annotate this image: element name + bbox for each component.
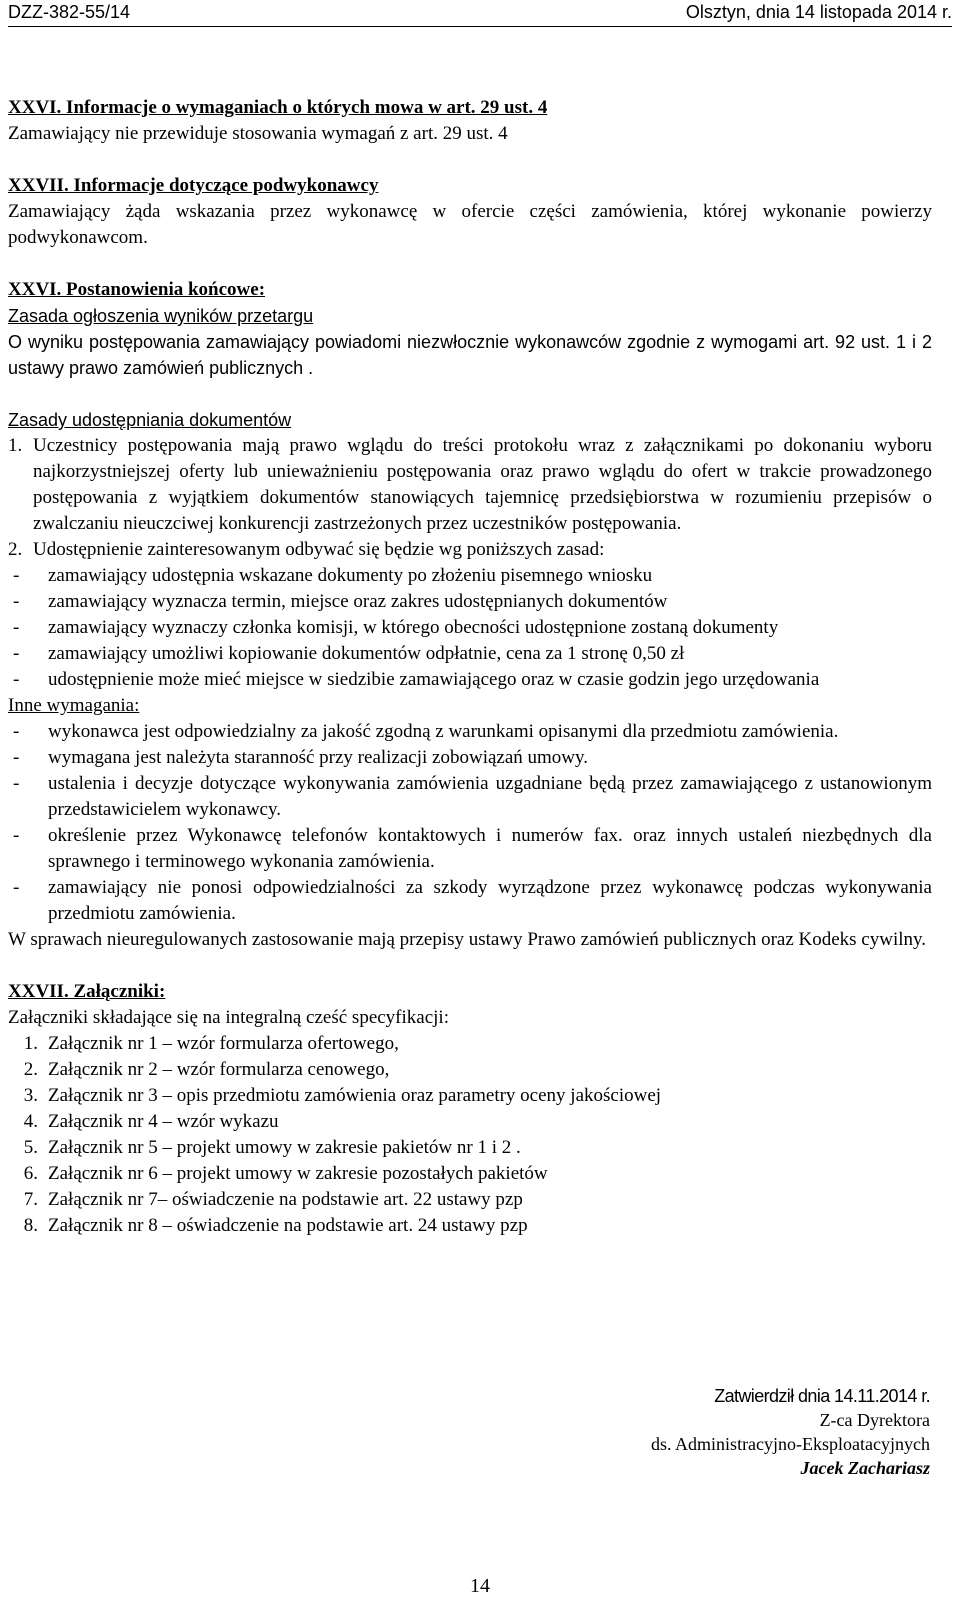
list-item: - ustalenia i decyzje dotyczące wykonywania zamówienia uzgadniane będą przez zamawiającego z ustanowionym przedstawicielem wykonawcy. [13,773,932,820]
list-item: - udostępnienie może mieć miejsce w siedzibie zamawiającego oraz w czasie godzin jego urzędowania [13,669,820,690]
list-item: 7. Załącznik nr 7– oświadczenie na podstawie art. 22 ustawy pzp [23,1189,523,1210]
section-27-text: Zamawiający żąda wskazania przez wykonawcę w ofercie części zamówienia, której wykonanie powierzy podwykonawcom. [8,201,932,248]
document-reference: DZZ-382-55/14 [8,2,131,22]
final-provisions-title: XXVI. Postanowienia końcowe: [8,279,266,300]
list-item: 2. Udostępnienie zainteresowanym odbywać się będzie wg poniższych zasad: [8,539,605,560]
list-item: - zamawiający wyznaczy członka komisji, w którego obecności udostępnione zostaną dokumenty [13,617,779,638]
closing-text: W sprawach nieuregulowanych zastosowanie mają przepisy ustawy Prawo zamówień publicznych oraz Kodeks cywilny. [8,929,927,950]
list-item: - zamawiający udostępnia wskazane dokumenty po złożeniu pisemnego wniosku [13,565,653,586]
list-item: - zamawiający nie ponosi odpowiedzialności za szkody wyrządzone przez wykonawcę podczas wykonywania przedmiotu zamówienia. [13,877,932,924]
section-26 [8,95,932,147]
results-announcement-text: O wyniku postępowania zamawiający powiadomi niezwłocznie wykonawców zgodnie z wymogami art. 92 ust. 1 i 2 ustawy prawo zamówień publicznych . [8,332,932,378]
list-item: 4. Załącznik nr 4 – wzór wykazu [23,1111,279,1132]
section-27-title: XXVII. Informacje dotyczące podwykonawcy [8,175,379,196]
signatory-department: ds. Administracyjno-Eksploatacyjnych [651,1434,930,1454]
list-item: 1. Załącznik nr 1 – wzór formularza ofertowego, [23,1033,399,1054]
list-item: - wykonawca jest odpowiedzialny za jakość zgodną z warunkami opisanymi dla przedmiotu zamówienia. [13,721,839,742]
attachments-title: XXVII. Załączniki: [8,981,166,1002]
section-27 [8,173,932,251]
other-requirements-title: Inne wymagania: [8,695,140,716]
section-final-provisions [8,277,932,953]
list-item: 8. Załącznik nr 8 – oświadczenie na podstawie art. 24 ustawy pzp [23,1215,528,1236]
attachments-intro: Załączniki składające się na integralną cześć specyfikacji: [8,1007,449,1028]
list-item: 5. Załącznik nr 5 – projekt umowy w zakresie pakietów nr 1 i 2 . [23,1137,521,1158]
document-access-subtitle: Zasady udostępniania dokumentów [8,410,292,430]
list-item: 2. Załącznik nr 2 – wzór formularza cenowego, [23,1059,390,1080]
signature-block [651,1384,930,1480]
signatory-role: Z-ca Dyrektora [819,1410,930,1430]
list-item: 6. Załącznik nr 6 – projekt umowy w zakresie pozostałych pakietów [23,1163,548,1184]
list-item: - zamawiający wyznacza termin, miejsce oraz zakres udostępnianych dokumentów [13,591,668,612]
place-and-date: Olsztyn, dnia 14 listopada 2014 r. [685,2,952,22]
list-item: 1. Uczestnicy postępowania mają prawo wglądu do treści protokołu wraz z załącznikami po dokonaniu wyboru najkorzystniejszej oferty lub unieważnieniu postępowania oraz prawo wglądu do ofert w trakcie prowadzonego postępowania z wyjątkiem dokumentów stanowiących tajemnicę przedsiębiorstwa w rozumieniu przepisów o zwalczaniu nieuczciwej konkurencji zastrzeżonych przez uczestników postępowania. [8,435,932,534]
results-announcement-subtitle: Zasada ogłoszenia wyników przetargu [8,306,314,326]
approval-date: Zatwierdził dnia 14.11.2014 r. [714,1386,930,1406]
section-26-title: XXVI. Informacje o wymaganiach o których mowa w art. 29 ust. 4 [8,97,548,118]
page-number: 14 [470,1575,490,1597]
document-body [8,95,932,1239]
list-item: - wymagana jest należyta staranność przy realizacji zobowiązań umowy. [13,747,589,768]
list-item: 3. Załącznik nr 3 – opis przedmiotu zamówienia oraz parametry oceny jakościowej [23,1085,662,1106]
section-attachments [8,979,932,1239]
signatory-name: Jacek Zachariasz [800,1458,930,1478]
section-26-text: Zamawiający nie przewiduje stosowania wymagań z art. 29 ust. 4 [8,123,508,144]
list-item: - określenie przez Wykonawcę telefonów kontaktowych i numerów fax. oraz innych ustaleń niezbędnych dla sprawnego i terminowego wykonania zamówienia. [13,825,932,872]
page-header [8,0,952,27]
list-item: - zamawiający umożliwi kopiowanie dokumentów odpłatnie, cena za 1 stronę 0,50 zł [13,643,685,664]
